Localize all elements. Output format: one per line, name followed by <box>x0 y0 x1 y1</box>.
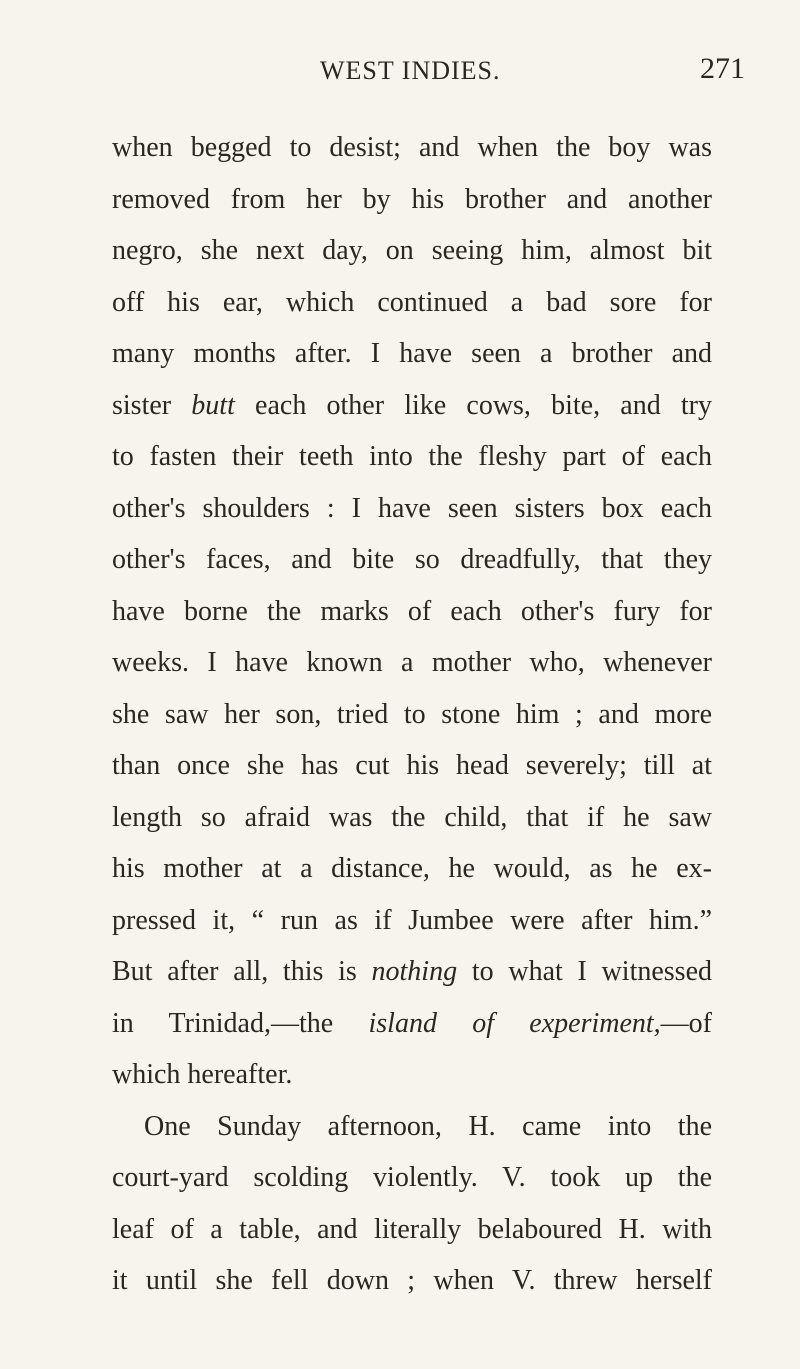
text-line: pressed it, “ run as if Jumbee were after him.” <box>112 904 712 936</box>
text-line <box>112 380 712 432</box>
text-line <box>112 998 712 1050</box>
italic-text: island of experiment, <box>368 1007 661 1039</box>
text-line: length so afraid was the child, that if he saw <box>112 801 712 833</box>
text-segment: But after all, this is <box>112 956 372 987</box>
text-line <box>112 946 712 998</box>
text-line: weeks. I have known a mother who, whenever <box>112 647 712 678</box>
text-line: removed from her by his brother and another <box>112 183 712 215</box>
text-line: she saw her son, tried to stone him ; and more <box>112 698 712 730</box>
text-line: other's faces, and bite so dreadfully, that they <box>112 544 712 575</box>
text-segment: —of <box>660 1007 712 1039</box>
text-line: many months after. I have seen a brother and <box>112 338 712 369</box>
text-segment: in Trinidad,—the <box>112 1007 369 1039</box>
text-line: to fasten their teeth into the fleshy part of each <box>112 441 712 472</box>
running-head <box>0 52 800 92</box>
text-line: his mother at a distance, he would, as he ex- <box>112 853 712 884</box>
text-line: have borne the marks of each other's fury for <box>112 595 712 627</box>
text-line: off his ear, which continued a bad sore for <box>112 286 712 318</box>
body-text <box>112 122 712 1307</box>
text-segment: sister <box>112 389 192 421</box>
text-line: One Sunday afternoon, H. came into the <box>144 1110 712 1142</box>
text-line: than once she has cut his head severely; till at <box>112 750 712 781</box>
italic-text: nothing <box>371 956 458 987</box>
text-line: leaf of a table, and literally belaboured H. with <box>112 1213 712 1245</box>
text-line: negro, she next day, on seeing him, almost bit <box>112 235 712 266</box>
text-segment: to what I witnessed <box>457 956 712 987</box>
running-title: WEST INDIES. <box>320 56 501 85</box>
page-number: 271 <box>700 52 745 85</box>
text-line: it until she fell down ; when V. threw herself <box>112 1265 712 1296</box>
text-line: court-yard scolding violently. V. took up the <box>112 1162 712 1193</box>
text-line: which hereafter. <box>112 1059 293 1090</box>
text-line: other's shoulders : I have seen sisters box each <box>112 492 712 524</box>
text-line: when begged to desist; and when the boy was <box>112 132 712 163</box>
text-segment: each other like cows, bite, and try <box>234 389 712 421</box>
italic-text: butt <box>191 389 235 421</box>
